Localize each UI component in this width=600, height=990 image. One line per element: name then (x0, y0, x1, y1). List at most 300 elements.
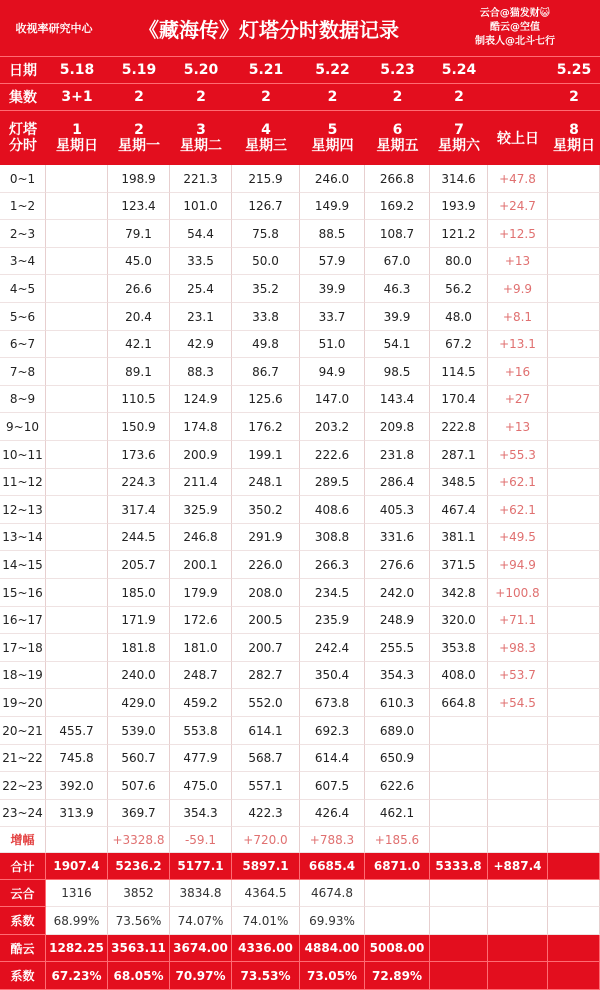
value-cell (548, 689, 600, 717)
value-cell: 246.8 (170, 524, 232, 551)
value-cell: 462.1 (365, 800, 430, 827)
value-cell: 369.7 (108, 800, 170, 827)
episodes-label: 集数 (0, 83, 46, 110)
value-cell: 108.7 (365, 220, 430, 248)
episodes-header: 2 (548, 83, 600, 110)
weekday: 星期二 (180, 137, 222, 154)
kuyun-cell: 5008.00 (365, 935, 430, 962)
diff-cell: +24.7 (488, 193, 548, 220)
value-cell: 126.7 (232, 193, 300, 220)
day-number: 5 (327, 121, 338, 138)
value-cell: 607.5 (300, 772, 365, 800)
value-cell: 48.0 (430, 303, 488, 331)
yunhe_ratio-cell: 73.56% (108, 907, 170, 935)
kuyun-cell: 3563.11 (108, 935, 170, 962)
value-cell (46, 303, 108, 331)
value-cell: 42.1 (108, 331, 170, 358)
value-cell: 342.8 (430, 579, 488, 607)
value-cell: 614.4 (300, 745, 365, 772)
value-cell: 176.2 (232, 413, 300, 441)
value-cell: 331.6 (365, 524, 430, 551)
value-cell: 101.0 (170, 193, 232, 220)
growth-cell (430, 827, 488, 853)
page-title: 《藏海传》灯塔分时数据记录 (139, 17, 399, 42)
value-cell (548, 634, 600, 662)
value-cell: 49.8 (232, 331, 300, 358)
time-slot: 5~6 (0, 303, 46, 331)
time-slot: 2~3 (0, 220, 46, 248)
value-cell: 222.6 (300, 441, 365, 469)
diff-cell: +27 (488, 386, 548, 413)
diff-cell: +54.5 (488, 689, 548, 717)
value-cell: 475.0 (170, 772, 232, 800)
value-cell (548, 220, 600, 248)
date-header: 5.24 (430, 56, 488, 83)
time-slot: 1~2 (0, 193, 46, 220)
value-cell (46, 662, 108, 689)
value-cell: 552.0 (232, 689, 300, 717)
value-cell: 320.0 (430, 607, 488, 634)
value-cell (46, 469, 108, 496)
value-cell: 459.2 (170, 689, 232, 717)
value-cell: 222.8 (430, 413, 488, 441)
value-cell: 33.5 (170, 248, 232, 275)
yunhe-cell: 3852 (108, 880, 170, 907)
weekday: 星期日 (56, 137, 98, 154)
time-slot: 0~1 (0, 165, 46, 193)
value-cell (46, 220, 108, 248)
diff-cell: +13.1 (488, 331, 548, 358)
total-cell: 5177.1 (170, 853, 232, 880)
diff-cell: +94.9 (488, 551, 548, 579)
growth-cell: -59.1 (170, 827, 232, 853)
value-cell: 169.2 (365, 193, 430, 220)
yunhe-cell (488, 880, 548, 907)
value-cell: 98.5 (365, 358, 430, 386)
value-cell: 350.2 (232, 496, 300, 524)
value-cell: 193.9 (430, 193, 488, 220)
yunhe_ratio-cell: 74.01% (232, 907, 300, 935)
value-cell: 224.3 (108, 469, 170, 496)
value-cell (46, 524, 108, 551)
value-cell: 57.9 (300, 248, 365, 275)
value-cell: 289.5 (300, 469, 365, 496)
day-header (430, 110, 488, 165)
date-header: 5.23 (365, 56, 430, 83)
total-cell (548, 853, 600, 880)
value-cell: 39.9 (300, 275, 365, 303)
yunhe-cell: 1316 (46, 880, 108, 907)
value-cell: 477.9 (170, 745, 232, 772)
total-cell: 6871.0 (365, 853, 430, 880)
value-cell: 266.3 (300, 551, 365, 579)
value-cell (46, 689, 108, 717)
weekday: 星期三 (245, 137, 287, 154)
value-cell (548, 331, 600, 358)
value-cell (46, 193, 108, 220)
time-slot: 14~15 (0, 551, 46, 579)
growth-cell: +3328.8 (108, 827, 170, 853)
yunhe_ratio-cell (430, 907, 488, 935)
diff-cell: +49.5 (488, 524, 548, 551)
episodes-header: 2 (232, 83, 300, 110)
value-cell (548, 662, 600, 689)
value-cell: 246.0 (300, 165, 365, 193)
time-slot: 19~20 (0, 689, 46, 717)
diff-cell: +100.8 (488, 579, 548, 607)
value-cell: 88.3 (170, 358, 232, 386)
value-cell: 199.1 (232, 441, 300, 469)
value-cell: 75.8 (232, 220, 300, 248)
yunhe-cell (548, 880, 600, 907)
value-cell (548, 275, 600, 303)
value-cell: 353.8 (430, 634, 488, 662)
day-number: 1 (72, 121, 82, 138)
value-cell (46, 634, 108, 662)
value-cell: 408.0 (430, 662, 488, 689)
episodes-header (488, 83, 548, 110)
value-cell: 242.0 (365, 579, 430, 607)
value-cell: 215.9 (232, 165, 300, 193)
time-slot: 16~17 (0, 607, 46, 634)
value-cell (430, 717, 488, 745)
value-cell: 325.9 (170, 496, 232, 524)
value-cell: 231.8 (365, 441, 430, 469)
value-cell: 287.1 (430, 441, 488, 469)
value-cell: 20.4 (108, 303, 170, 331)
value-cell: 123.4 (108, 193, 170, 220)
episodes-header: 2 (430, 83, 488, 110)
diff-cell: +9.9 (488, 275, 548, 303)
value-cell: 26.6 (108, 275, 170, 303)
value-cell: 200.7 (232, 634, 300, 662)
value-cell: 121.2 (430, 220, 488, 248)
day-number: 7 (454, 121, 464, 138)
kuyun_ratio-cell: 68.05% (108, 962, 170, 990)
value-cell: 291.9 (232, 524, 300, 551)
time-slot: 20~21 (0, 717, 46, 745)
value-cell: 664.8 (430, 689, 488, 717)
credit-line: 酷云@空值 (490, 22, 540, 33)
value-cell (548, 386, 600, 413)
diff-cell: +16 (488, 358, 548, 386)
diff-cell: +55.3 (488, 441, 548, 469)
value-cell: 125.6 (232, 386, 300, 413)
time-slot: 12~13 (0, 496, 46, 524)
diff-cell: +13 (488, 413, 548, 441)
kuyun-cell: 4884.00 (300, 935, 365, 962)
value-cell: 51.0 (300, 331, 365, 358)
day-header (365, 110, 430, 165)
time-slot: 4~5 (0, 275, 46, 303)
value-cell (548, 745, 600, 772)
value-cell: 308.8 (300, 524, 365, 551)
value-cell: 348.5 (430, 469, 488, 496)
value-cell (548, 496, 600, 524)
growth-cell (46, 827, 108, 853)
episodes-header: 2 (108, 83, 170, 110)
weekday: 星期六 (438, 137, 480, 154)
value-cell: 205.7 (108, 551, 170, 579)
value-cell: 235.9 (300, 607, 365, 634)
kuyun_ratio-cell (488, 962, 548, 990)
value-cell: 211.4 (170, 469, 232, 496)
growth-cell (548, 827, 600, 853)
diff-cell: +62.1 (488, 496, 548, 524)
credit-line: 云合@猫发财😺 (479, 8, 551, 19)
date-header: 5.18 (46, 56, 108, 83)
value-cell: 350.4 (300, 662, 365, 689)
value-cell: 539.0 (108, 717, 170, 745)
value-cell: 143.4 (365, 386, 430, 413)
diff-cell: +8.1 (488, 303, 548, 331)
value-cell: 610.3 (365, 689, 430, 717)
slot-label-line: 分时 (9, 137, 37, 154)
yunhe_ratio-cell (548, 907, 600, 935)
value-cell: 689.0 (365, 717, 430, 745)
slot-label (0, 110, 46, 165)
value-cell (46, 165, 108, 193)
episodes-header: 2 (365, 83, 430, 110)
growth-cell: +185.6 (365, 827, 430, 853)
value-cell: 248.1 (232, 469, 300, 496)
value-cell: 354.3 (365, 662, 430, 689)
value-cell: 381.1 (430, 524, 488, 551)
time-slot: 8~9 (0, 386, 46, 413)
slot-label-line: 灯塔 (9, 121, 37, 138)
value-cell: 110.5 (108, 386, 170, 413)
value-cell: 150.9 (108, 413, 170, 441)
day-header (548, 110, 600, 165)
growth-cell: +788.3 (300, 827, 365, 853)
value-cell: 507.6 (108, 772, 170, 800)
value-cell (46, 496, 108, 524)
value-cell: 209.8 (365, 413, 430, 441)
value-cell: 171.9 (108, 607, 170, 634)
diff-cell: +13 (488, 248, 548, 275)
value-cell: 234.5 (300, 579, 365, 607)
total-cell: 5897.1 (232, 853, 300, 880)
header-divider (0, 110, 600, 111)
value-cell: 124.9 (170, 386, 232, 413)
value-cell: 745.8 (46, 745, 108, 772)
value-cell: 172.6 (170, 607, 232, 634)
value-cell (548, 358, 600, 386)
time-slot: 22~23 (0, 772, 46, 800)
value-cell (430, 745, 488, 772)
value-cell (548, 303, 600, 331)
value-cell (46, 413, 108, 441)
kuyun_ratio-cell: 73.05% (300, 962, 365, 990)
value-cell: 354.3 (170, 800, 232, 827)
kuyun_ratio-cell (548, 962, 600, 990)
total-cell: 5236.2 (108, 853, 170, 880)
credits-block (430, 0, 600, 56)
growth-label: 增幅 (0, 827, 46, 853)
value-cell: 181.8 (108, 634, 170, 662)
kuyun_ratio-cell: 73.53% (232, 962, 300, 990)
time-slot: 18~19 (0, 662, 46, 689)
value-cell: 282.7 (232, 662, 300, 689)
total-cell: 5333.8 (430, 853, 488, 880)
source-label: 收视率研究中心 (15, 22, 93, 35)
value-cell: 614.1 (232, 717, 300, 745)
yunhe-label: 云合 (0, 880, 46, 907)
day-header (300, 110, 365, 165)
value-cell (46, 331, 108, 358)
value-cell: 221.3 (170, 165, 232, 193)
value-cell: 114.5 (430, 358, 488, 386)
value-cell (548, 413, 600, 441)
kuyun_ratio-cell (430, 962, 488, 990)
growth-cell (488, 827, 548, 853)
value-cell: 67.0 (365, 248, 430, 275)
value-cell: 255.5 (365, 634, 430, 662)
yunhe-cell: 3834.8 (170, 880, 232, 907)
day-number: 6 (392, 121, 403, 138)
value-cell: 426.4 (300, 800, 365, 827)
kuyun-label: 酷云 (0, 935, 46, 962)
value-cell (548, 551, 600, 579)
growth-cell: +720.0 (232, 827, 300, 853)
value-cell: 33.8 (232, 303, 300, 331)
value-cell: 242.4 (300, 634, 365, 662)
value-cell: 692.3 (300, 717, 365, 745)
credit-line: 制表人@北斗七行 (475, 36, 555, 47)
day-header (232, 110, 300, 165)
value-cell: 203.2 (300, 413, 365, 441)
day-number: 3 (196, 121, 206, 138)
diff-cell (488, 717, 548, 745)
value-cell (548, 165, 600, 193)
value-cell: 405.3 (365, 496, 430, 524)
value-cell (548, 607, 600, 634)
time-slot: 11~12 (0, 469, 46, 496)
kuyun-cell (430, 935, 488, 962)
value-cell: 248.7 (170, 662, 232, 689)
time-slot: 21~22 (0, 745, 46, 772)
value-cell: 173.6 (108, 441, 170, 469)
yunhe_ratio-cell: 69.93% (300, 907, 365, 935)
header-divider (0, 56, 600, 57)
weekday: 星期一 (118, 137, 160, 154)
diff-cell: +98.3 (488, 634, 548, 662)
day-number: 4 (261, 121, 271, 138)
time-slot: 10~11 (0, 441, 46, 469)
value-cell: 371.5 (430, 551, 488, 579)
value-cell: 317.4 (108, 496, 170, 524)
diff-cell (488, 745, 548, 772)
value-cell (548, 772, 600, 800)
value-cell: 94.9 (300, 358, 365, 386)
value-cell: 33.7 (300, 303, 365, 331)
diff-cell: +47.8 (488, 165, 548, 193)
yunhe_ratio-cell: 74.07% (170, 907, 232, 935)
yunhe_ratio-cell (365, 907, 430, 935)
total-label: 合计 (0, 853, 46, 880)
value-cell: 240.0 (108, 662, 170, 689)
day-number: 2 (134, 121, 144, 138)
day-header (108, 110, 170, 165)
value-cell (46, 551, 108, 579)
value-cell: 149.9 (300, 193, 365, 220)
value-cell: 244.5 (108, 524, 170, 551)
value-cell: 314.6 (430, 165, 488, 193)
value-cell (548, 193, 600, 220)
value-cell (548, 469, 600, 496)
value-cell: 226.0 (232, 551, 300, 579)
value-cell: 39.9 (365, 303, 430, 331)
episodes-header: 2 (300, 83, 365, 110)
value-cell (46, 579, 108, 607)
value-cell: 208.0 (232, 579, 300, 607)
value-cell: 455.7 (46, 717, 108, 745)
date-header: 5.19 (108, 56, 170, 83)
yunhe-cell (365, 880, 430, 907)
value-cell: 170.4 (430, 386, 488, 413)
value-cell: 429.0 (108, 689, 170, 717)
value-cell (46, 248, 108, 275)
value-cell: 286.4 (365, 469, 430, 496)
kuyun_ratio-cell: 72.89% (365, 962, 430, 990)
value-cell: 42.9 (170, 331, 232, 358)
value-cell: 86.7 (232, 358, 300, 386)
date-header: 5.20 (170, 56, 232, 83)
value-cell (430, 800, 488, 827)
value-cell: 266.8 (365, 165, 430, 193)
value-cell (46, 275, 108, 303)
value-cell: 35.2 (232, 275, 300, 303)
date-header: 5.25 (548, 56, 600, 83)
value-cell: 673.8 (300, 689, 365, 717)
day-number: 8 (569, 121, 579, 138)
value-cell: 276.6 (365, 551, 430, 579)
total-cell: +887.4 (488, 853, 548, 880)
episodes-header: 3+1 (46, 83, 108, 110)
value-cell: 568.7 (232, 745, 300, 772)
kuyun-cell (488, 935, 548, 962)
header-divider (0, 83, 600, 84)
diff-header: 较上日 (488, 110, 548, 165)
value-cell: 200.5 (232, 607, 300, 634)
time-slot: 15~16 (0, 579, 46, 607)
value-cell: 198.9 (108, 165, 170, 193)
total-cell: 6685.4 (300, 853, 365, 880)
value-cell (430, 772, 488, 800)
diff-cell (488, 772, 548, 800)
value-cell: 467.4 (430, 496, 488, 524)
yunhe_ratio-cell (488, 907, 548, 935)
value-cell: 174.8 (170, 413, 232, 441)
time-slot: 9~10 (0, 413, 46, 441)
value-cell: 408.6 (300, 496, 365, 524)
value-cell: 179.9 (170, 579, 232, 607)
value-cell (548, 441, 600, 469)
value-cell (46, 386, 108, 413)
value-cell: 89.1 (108, 358, 170, 386)
kuyun-cell: 4336.00 (232, 935, 300, 962)
value-cell: 88.5 (300, 220, 365, 248)
kuyun-cell: 3674.00 (170, 935, 232, 962)
value-cell: 56.2 (430, 275, 488, 303)
value-cell: 622.6 (365, 772, 430, 800)
value-cell (46, 607, 108, 634)
date-header: 5.21 (232, 56, 300, 83)
value-cell: 313.9 (46, 800, 108, 827)
value-cell: 200.1 (170, 551, 232, 579)
time-slot: 3~4 (0, 248, 46, 275)
value-cell: 67.2 (430, 331, 488, 358)
